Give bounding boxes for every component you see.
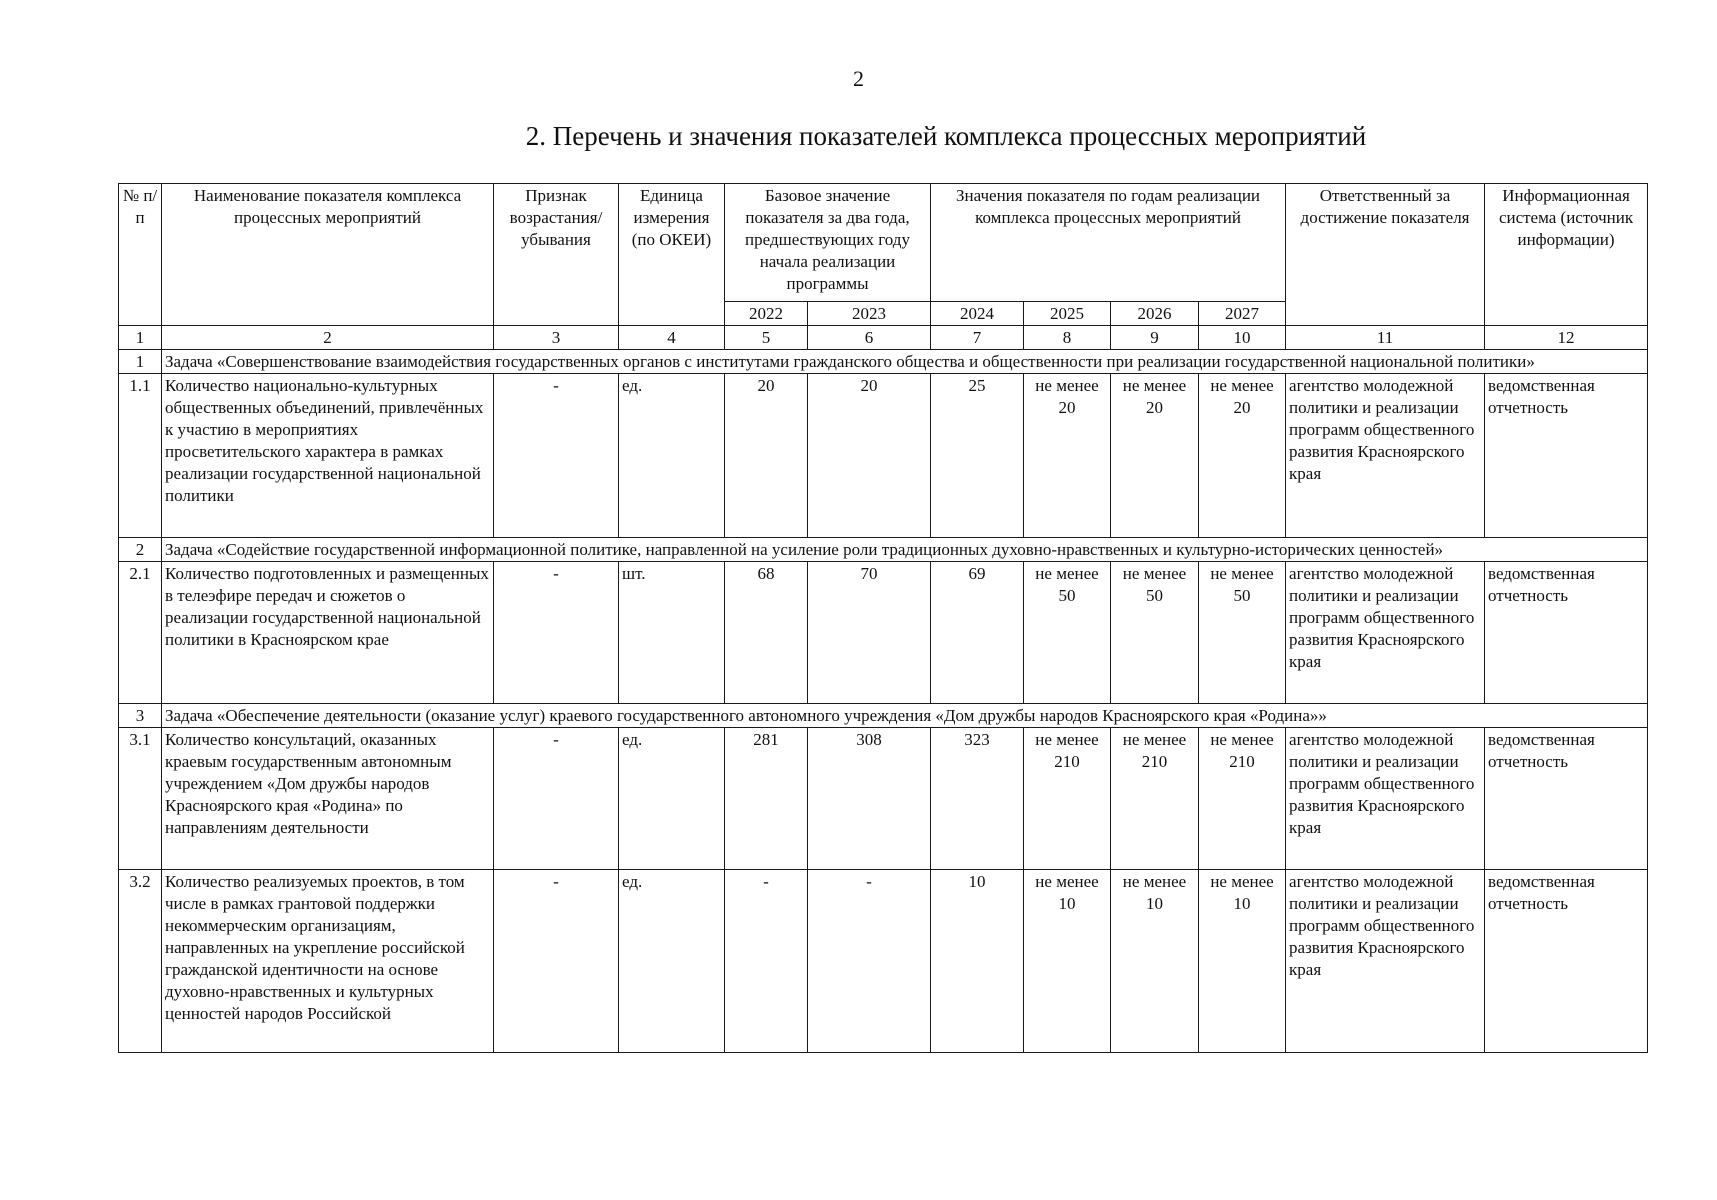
value-2027: не менее 10 — [1199, 870, 1286, 1053]
info-source: ведомственная отчетность — [1485, 870, 1648, 1053]
page-number: 2 — [853, 66, 864, 91]
header-row — [119, 184, 1648, 302]
year-2026: 2026 — [1111, 302, 1199, 326]
year-2024: 2024 — [931, 302, 1024, 326]
header-info-system: Информационная система (источник информации) — [1485, 184, 1648, 326]
value-2022: 20 — [725, 374, 808, 538]
info-source: ведомственная отчетность — [1485, 374, 1648, 538]
column-number: 11 — [1286, 326, 1485, 350]
column-number: 8 — [1024, 326, 1111, 350]
year-2025: 2025 — [1024, 302, 1111, 326]
indicator-row — [119, 870, 1648, 1053]
header-responsible: Ответственный за достижение показателя — [1286, 184, 1485, 326]
value-2025: не менее 210 — [1024, 728, 1111, 870]
year-2027: 2027 — [1199, 302, 1286, 326]
value-2023: 70 — [808, 562, 931, 704]
task-row — [119, 538, 1648, 562]
indicator-number: 3.1 — [119, 728, 162, 870]
year-2022: 2022 — [725, 302, 808, 326]
column-number: 5 — [725, 326, 808, 350]
column-number: 3 — [494, 326, 619, 350]
responsible-agency: агентство молодежной политики и реализации программ общественного развития Красноярского края — [1286, 374, 1485, 538]
value-2026: не менее 10 — [1111, 870, 1199, 1053]
value-2024: 323 — [931, 728, 1024, 870]
indicator-number: 3.2 — [119, 870, 162, 1053]
value-2023: - — [808, 870, 931, 1053]
indicator-unit: ед. — [619, 870, 725, 1053]
indicator-name: Количество подготовленных и размещенных в телеэфире передач и сюжетов о реализации государственной национальной политики в Красноярском крае — [162, 562, 494, 704]
task-row — [119, 704, 1648, 728]
column-number: 12 — [1485, 326, 1648, 350]
indicator-row — [119, 728, 1648, 870]
indicator-trend: - — [494, 870, 619, 1053]
header-num: № п/п — [119, 184, 162, 326]
info-source: ведомственная отчетность — [1485, 562, 1648, 704]
column-number: 9 — [1111, 326, 1199, 350]
task-number: 1 — [119, 350, 162, 374]
info-source: ведомственная отчетность — [1485, 728, 1648, 870]
indicator-unit: шт. — [619, 562, 725, 704]
value-2024: 25 — [931, 374, 1024, 538]
indicator-name: Количество национально-культурных общественных объединений, привлечённых к участию в мероприятиях просветительского характера в рамках реализации государственной национальной политики — [162, 374, 494, 538]
value-2024: 69 — [931, 562, 1024, 704]
indicator-number: 1.1 — [119, 374, 162, 538]
value-2025: не менее 20 — [1024, 374, 1111, 538]
task-number: 3 — [119, 704, 162, 728]
header-base-value: Базовое значение показателя за два года, предшествующих году начала реализации программы — [725, 184, 931, 302]
indicator-unit: ед. — [619, 728, 725, 870]
indicator-name: Количество консультаций, оказанных краевым государственным автономным учреждением «Дом дружбы народов Красноярского края «Родина» по направлениям деятельности — [162, 728, 494, 870]
document-title: 2. Перечень и значения показателей комплекса процессных мероприятий — [525, 121, 1367, 151]
value-2025: не менее 10 — [1024, 870, 1111, 1053]
responsible-agency: агентство молодежной политики и реализации программ общественного развития Красноярского края — [1286, 562, 1485, 704]
column-number: 6 — [808, 326, 931, 350]
column-number: 1 — [119, 326, 162, 350]
value-2023: 308 — [808, 728, 931, 870]
task-text: Задача «Совершенствование взаимодействия государственных органов с институтами гражданского общества и общественности при реализации государственной национальной политики» — [162, 350, 1648, 374]
indicator-trend: - — [494, 562, 619, 704]
indicator-row — [119, 374, 1648, 538]
value-2022: 281 — [725, 728, 808, 870]
task-text: Задача «Обеспечение деятельности (оказание услуг) краевого государственного автономного учреждения «Дом дружбы народов Красноярского края «Родина»» — [162, 704, 1648, 728]
header-unit: Единица измерения (по ОКЕИ) — [619, 184, 725, 326]
value-2022: 68 — [725, 562, 808, 704]
responsible-agency: агентство молодежной политики и реализации программ общественного развития Красноярского края — [1286, 870, 1485, 1053]
indicator-number: 2.1 — [119, 562, 162, 704]
value-2023: 20 — [808, 374, 931, 538]
value-2025: не менее 50 — [1024, 562, 1111, 704]
task-text: Задача «Содействие государственной информационной политике, направленной на усиление роли традиционных духовно-нравственных и культурно-исторических ценностей» — [162, 538, 1648, 562]
value-2027: не менее 50 — [1199, 562, 1286, 704]
column-numbers-row — [119, 326, 1648, 350]
column-number: 2 — [162, 326, 494, 350]
value-2027: не менее 210 — [1199, 728, 1286, 870]
indicator-row — [119, 562, 1648, 704]
column-number: 4 — [619, 326, 725, 350]
value-2024: 10 — [931, 870, 1024, 1053]
value-2022: - — [725, 870, 808, 1053]
indicator-trend: - — [494, 374, 619, 538]
value-2027: не менее 20 — [1199, 374, 1286, 538]
column-number: 10 — [1199, 326, 1286, 350]
year-2023: 2023 — [808, 302, 931, 326]
task-number: 2 — [119, 538, 162, 562]
header-year-values: Значения показателя по годам реализации комплекса процессных мероприятий — [931, 184, 1286, 302]
column-number: 7 — [931, 326, 1024, 350]
value-2026: не менее 50 — [1111, 562, 1199, 704]
value-2026: не менее 20 — [1111, 374, 1199, 538]
value-2026: не менее 210 — [1111, 728, 1199, 870]
task-row — [119, 350, 1648, 374]
header-name: Наименование показателя комплекса процессных мероприятий — [162, 184, 494, 326]
indicator-name: Количество реализуемых проектов, в том числе в рамках грантовой поддержки некоммерческим организациям, направленных на укрепление российской гражданской идентичности на основе духовно-нравственных и культурных ценностей народов Российской — [162, 870, 494, 1053]
indicator-unit: ед. — [619, 374, 725, 538]
responsible-agency: агентство молодежной политики и реализации программ общественного развития Красноярского края — [1286, 728, 1485, 870]
indicator-trend: - — [494, 728, 619, 870]
indicators-table — [118, 183, 1648, 1053]
header-trend: Признак возрастания/ убывания — [494, 184, 619, 326]
